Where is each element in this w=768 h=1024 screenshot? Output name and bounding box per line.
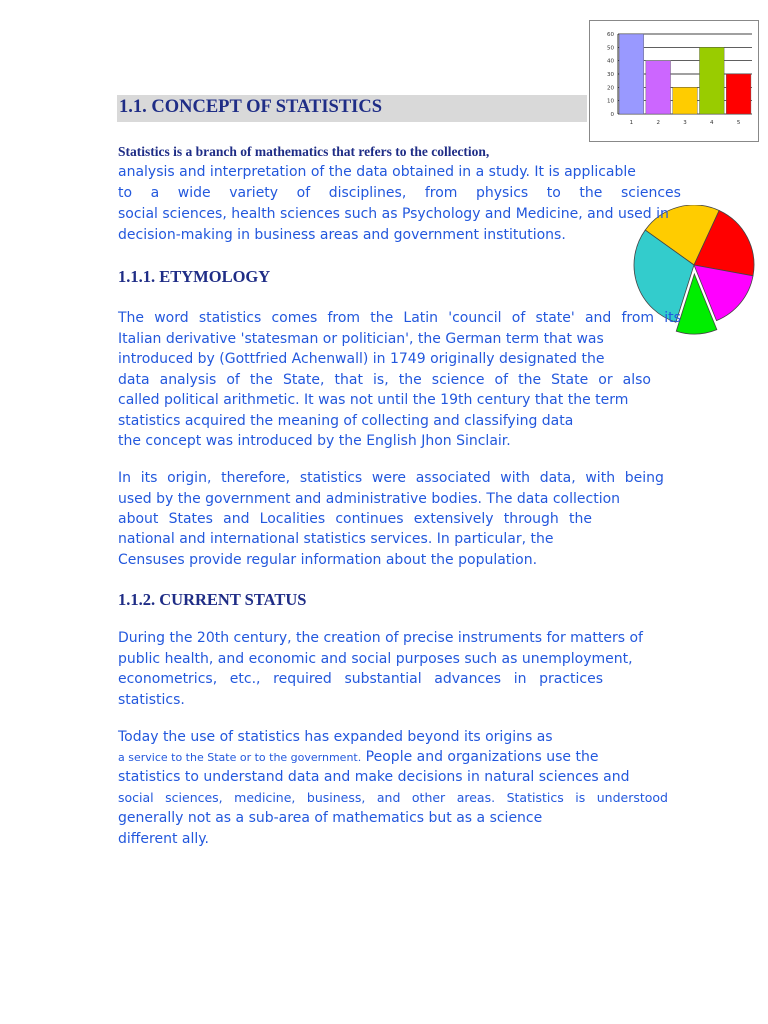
word: the [579, 185, 603, 201]
word: the [249, 372, 273, 388]
word: data [118, 372, 150, 388]
current-line: generally not as a sub-area of mathematics but as a science [118, 810, 543, 826]
word: Localities [259, 511, 326, 527]
word: with [500, 470, 530, 486]
word: Latin [403, 310, 439, 326]
intro-bold-line: Statistics is a branch of mathematics that refers to the collection, [118, 144, 490, 159]
bar [646, 61, 671, 114]
etymology-line: statistics acquired the meaning of collecting and classifying data [118, 413, 574, 429]
bar [673, 87, 698, 114]
word: state' [535, 310, 575, 326]
word: being [624, 470, 664, 486]
word: statistics [299, 470, 363, 486]
word: variety [229, 185, 279, 201]
word: medicine, [234, 790, 296, 805]
bar-chart-frame [589, 20, 759, 142]
word: statistics [198, 310, 262, 326]
word: State [551, 372, 589, 388]
word: the [568, 511, 592, 527]
word: origin, [167, 470, 212, 486]
y-tick-label: 10 [607, 98, 614, 105]
word: comes [271, 310, 318, 326]
word: from [327, 310, 361, 326]
word: its [664, 310, 681, 326]
word: of [296, 185, 311, 201]
etymology-line: Censuses provide regular information about the population. [118, 552, 538, 568]
bar [619, 34, 644, 114]
current-line-mixed [118, 749, 598, 765]
current-line: statistics to understand data and make decisions in natural sciences and [118, 769, 630, 785]
word: sciences [620, 185, 681, 201]
etymology-line: national and international statistics services. In particular, the [118, 531, 554, 547]
section-title: 1.1. CONCEPT OF STATISTICS [119, 97, 383, 117]
word: were [371, 470, 407, 486]
word: of [226, 372, 240, 388]
etymology-line: called political arithmetic. It was not until the 19th century that the term [118, 392, 629, 408]
word: a [150, 185, 160, 201]
word: practices [539, 671, 603, 687]
word: other [411, 790, 446, 805]
x-tick-label: 5 [736, 120, 741, 126]
word: associated [415, 470, 491, 486]
small-text-run: a service to the State or to the government. [118, 751, 362, 764]
text-run: People and organizations use the [361, 749, 599, 765]
current-line [118, 790, 668, 805]
etymology-line: introduced by (Gottfried Achenwall) in 1749 originally designated the [118, 351, 605, 367]
word: of [494, 372, 509, 388]
word: and [584, 310, 612, 326]
intro-line-justified [118, 185, 681, 201]
word: to [118, 185, 133, 201]
etymology-line: used by the government and administrative bodies. The data collection [118, 491, 621, 507]
word: physics [476, 185, 529, 201]
word: State, [282, 372, 325, 388]
current-line: During the 20th century, the creation of precise instruments for matters of [118, 630, 643, 646]
word: understood [596, 790, 668, 805]
word: is [575, 790, 586, 805]
current-line: different ally. [118, 831, 210, 847]
x-tick-label: 1 [629, 120, 634, 126]
current-status-title: 1.1.2. CURRENT STATUS [118, 590, 307, 609]
word: substantial [344, 671, 422, 687]
bar [726, 74, 751, 114]
word: States [168, 511, 213, 527]
word: business, [306, 790, 366, 805]
y-tick-label: 60 [607, 32, 614, 38]
word: through [503, 511, 559, 527]
word: its [140, 470, 158, 486]
intro-line: social sciences, health sciences such as Psychology and Medicine, and used in [118, 206, 669, 222]
etymology-line [118, 470, 664, 486]
word: analysis [159, 372, 217, 388]
word: the [398, 372, 422, 388]
word: in [513, 671, 527, 687]
word: etc., [229, 671, 261, 687]
word: disciplines, [328, 185, 407, 201]
word: the [518, 372, 542, 388]
y-tick-label: 0 [610, 112, 614, 118]
word: about [118, 511, 159, 527]
y-tick-label: 20 [607, 85, 614, 92]
word: from [424, 185, 458, 201]
word: advances [434, 671, 502, 687]
word: and [376, 790, 401, 805]
word: also [622, 372, 651, 388]
x-tick-label: 2 [656, 120, 660, 126]
current-line: statistics. [118, 692, 185, 708]
etymology-title: 1.1.1. ETYMOLOGY [118, 267, 271, 286]
word: extensively [413, 511, 494, 527]
bar-chart [590, 21, 758, 141]
word: 'council [448, 310, 502, 326]
etymology-line: the concept was introduced by the English Jhon Sinclair. [118, 433, 511, 449]
y-tick-label: 40 [607, 58, 614, 65]
etymology-line [118, 511, 592, 527]
word: data, [539, 470, 576, 486]
word: sciences, [165, 790, 223, 805]
word: required [273, 671, 332, 687]
current-line: public health, and economic and social purposes such as unemployment, [118, 651, 633, 667]
y-tick-label: 50 [607, 45, 614, 52]
word: therefore, [221, 470, 291, 486]
x-tick-label: 4 [710, 120, 714, 126]
current-line: Today the use of statistics has expanded beyond its origins as [118, 729, 553, 745]
word: word [154, 310, 189, 326]
word: is, [373, 372, 389, 388]
etymology-line: Italian derivative 'statesman or politician', the German term that was [118, 331, 604, 347]
y-tick-label: 30 [607, 72, 614, 78]
word: to [546, 185, 561, 201]
word: The [118, 310, 145, 326]
intro-line: decision-making in business areas and government institutions. [118, 227, 566, 243]
word: of [511, 310, 526, 326]
word: continues [335, 511, 404, 527]
x-tick-label: 3 [683, 120, 687, 126]
word: science [431, 372, 485, 388]
etymology-line [118, 310, 681, 326]
word: wide [177, 185, 211, 201]
word: from [621, 310, 655, 326]
current-line [118, 671, 603, 687]
etymology-line [118, 372, 651, 388]
word: or [598, 372, 613, 388]
word: with [585, 470, 616, 486]
word: Statistics [506, 790, 564, 805]
word: social [118, 790, 154, 805]
intro-line: analysis and interpretation of the data obtained in a study. It is applicable [118, 164, 636, 180]
bar [699, 47, 724, 114]
word: In [118, 470, 132, 486]
word: econometrics, [118, 671, 218, 687]
word: and [223, 511, 250, 527]
word: that [334, 372, 363, 388]
word: areas. [456, 790, 496, 805]
word: the [370, 310, 394, 326]
